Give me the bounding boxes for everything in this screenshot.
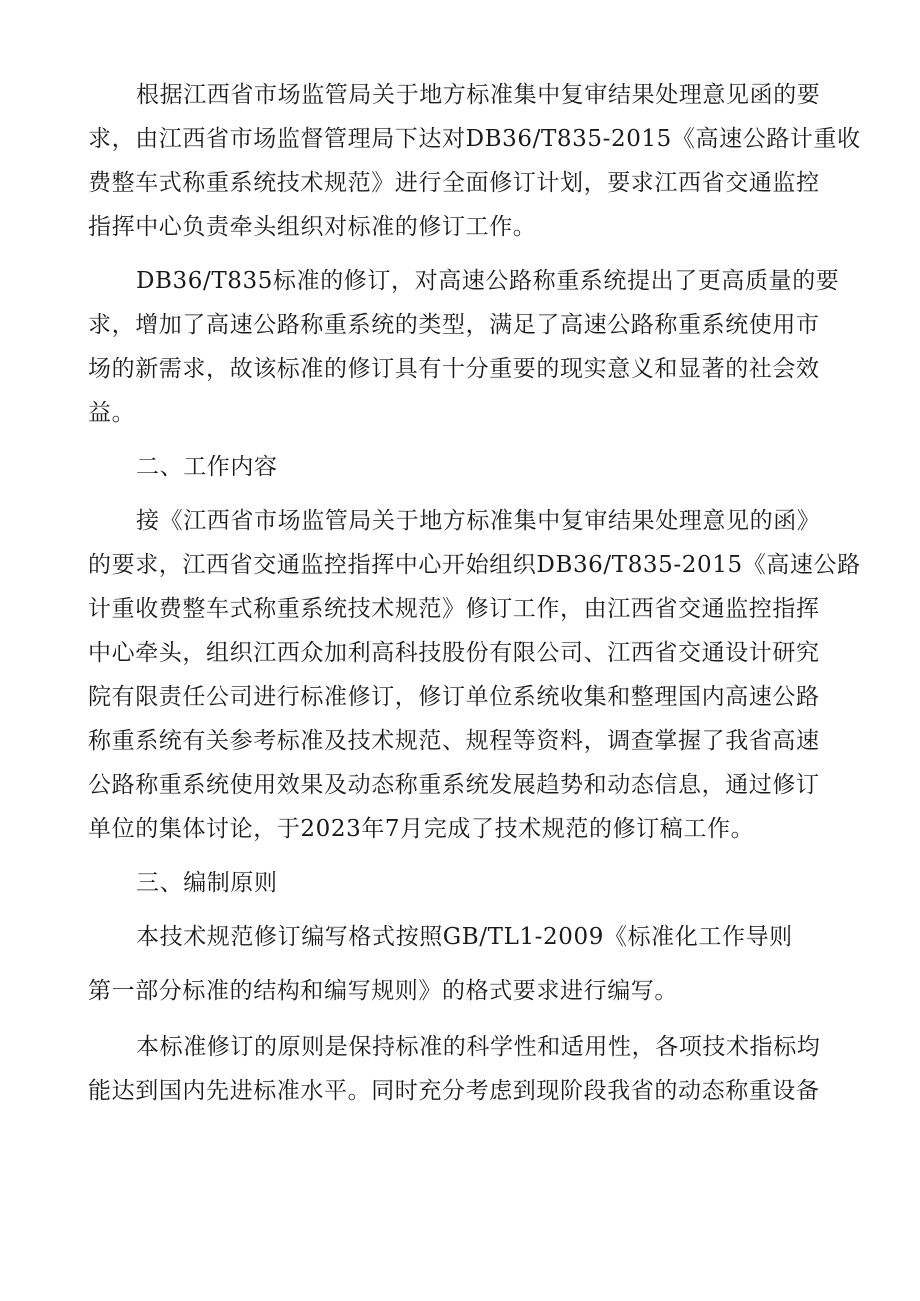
text-line: 称重系统有关参考标准及技术规范、规程等资料，调查掌握了我省高速 — [88, 728, 820, 754]
text-line: 本标准修订的原则是保持标准的科学性和适用性，各项技术指标均 — [136, 1034, 821, 1060]
section-heading-work-content — [88, 445, 818, 489]
text-line: 本技术规范修订编写格式按照GB/TL1-2009《标准化工作导则 — [136, 924, 793, 950]
text-line: 院有限责任公司进行标准修订，修订单位系统收集和整理国内高速公路 — [88, 684, 820, 710]
text-line: 指挥中心负责牵头组织对标准的修订工作。 — [88, 214, 537, 240]
text-line: 接《江西省市场监管局关于地方标准集中复审结果处理意见的函》 — [136, 508, 821, 534]
text-line: 中心牵头，组织江西众加利高科技股份有限公司、江西省交通设计研究 — [88, 640, 820, 666]
text-line: 第一部分标准的结构和编写规则》的格式要求进行编写。 — [88, 978, 678, 1004]
text-line: 单位的集体讨论，于2023年7月完成了技术规范的修订稿工作。 — [88, 816, 755, 842]
text-line: 求，由江西省市场监督管理局下达对DB36/T835-2015《高速公路计重收 — [88, 126, 861, 152]
text-line: 能达到国内先进标准水平。同时充分考虑到现阶段我省的动态称重设备 — [88, 1078, 820, 1104]
text-line: 根据江西省市场监管局关于地方标准集中复审结果处理意见函的要 — [136, 82, 821, 108]
paragraph-revision-plan — [88, 73, 861, 249]
paragraph-significance — [88, 259, 840, 435]
heading-text: 三、编制原则 — [136, 870, 278, 896]
paragraph-format — [88, 915, 818, 1013]
text-line: 益。 — [88, 400, 136, 426]
document-body — [88, 73, 861, 1113]
paragraph-work-content — [88, 499, 861, 851]
text-line: 求，增加了高速公路称重系统的类型，满足了高速公路称重系统使用市 — [88, 312, 820, 338]
text-line: DB36/T835标准的修订，对高速公路称重系统提出了更高质量的要 — [136, 268, 840, 294]
text-line: 的要求，江西省交通监控指挥中心开始组织DB36/T835-2015《高速公路 — [88, 552, 861, 578]
text-line: 费整车式称重系统技术规范》进行全面修订计划，要求江西省交通监控 — [88, 170, 820, 196]
section-heading-principles — [88, 861, 818, 905]
text-line: 场的新需求，故该标准的修订具有十分重要的现实意义和显著的社会效 — [88, 356, 820, 382]
heading-text: 二、工作内容 — [136, 454, 278, 480]
text-line: 公路称重系统使用效果及动态称重系统发展趋势和动态信息，通过修订 — [88, 772, 820, 798]
text-line: 计重收费整车式称重系统技术规范》修订工作，由江西省交通监控指挥 — [88, 596, 820, 622]
paragraph-principle — [88, 1025, 821, 1113]
